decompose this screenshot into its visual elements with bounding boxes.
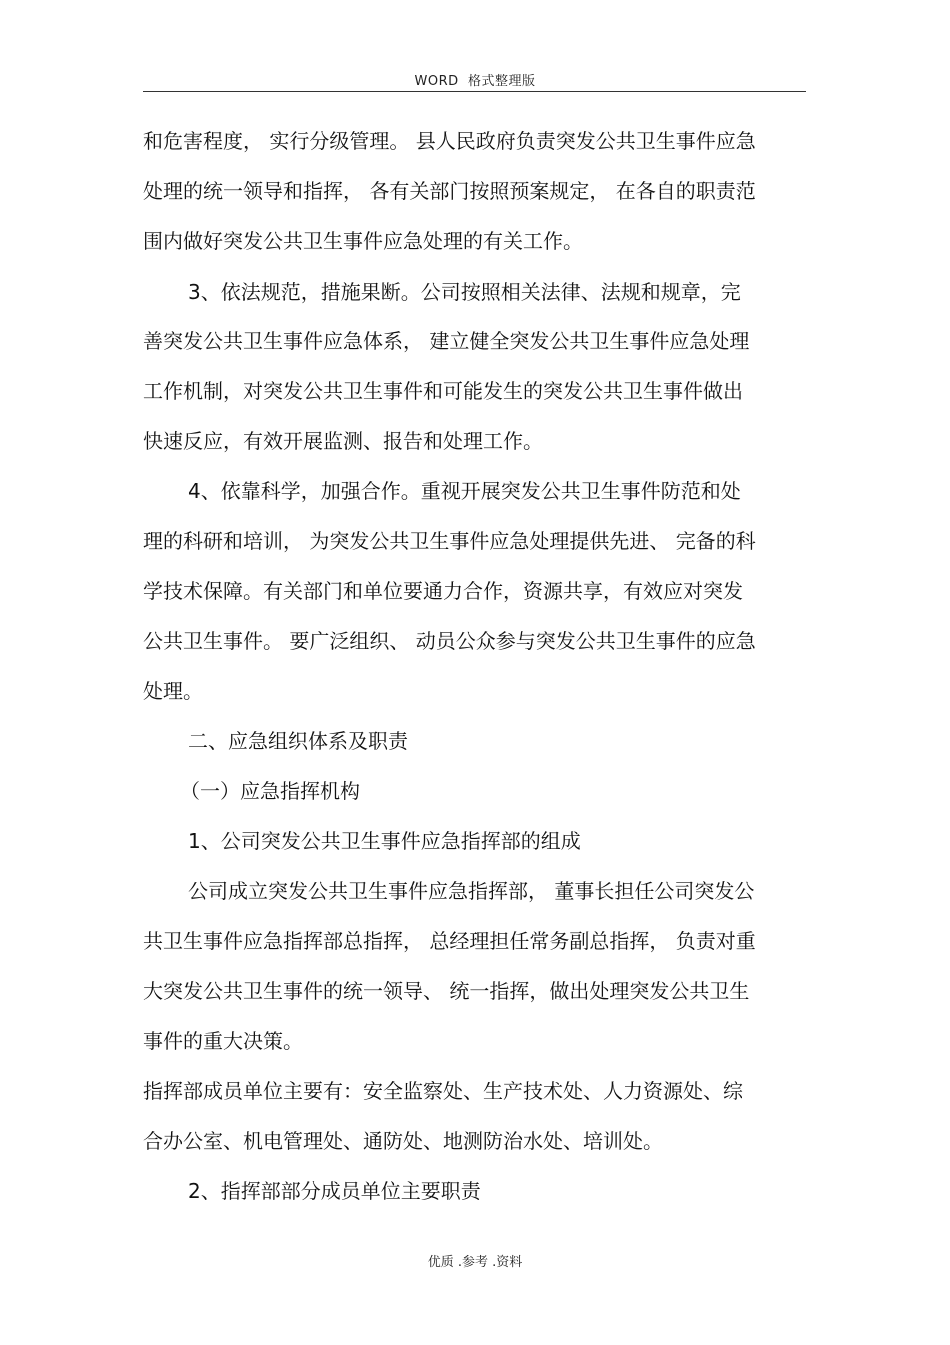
body-line: 学技术保障。有关部门和单位要通力合作，资源共享，有效应对突发 [143, 579, 743, 603]
body-line: 处理。 [143, 679, 203, 703]
body-line: 公司成立突发公共卫生事件应急指挥部， 董事长担任公司突发公 [188, 879, 755, 903]
page-footer: 优质 .参考 .资料 [427, 1255, 523, 1270]
body-line: 围内做好突发公共卫生事件应急处理的有关工作。 [143, 229, 583, 253]
page-header: WORD 格式整理版 [414, 74, 536, 89]
body-line: 处理的统一领导和指挥， 各有关部门按照预案规定， 在各自的职责范 [143, 179, 756, 203]
body-line: 大突发公共卫生事件的统一领导、 统一指挥，做出处理突发公共卫生 [143, 979, 750, 1003]
header-rule [143, 91, 806, 92]
section-heading: 二、应急组织体系及职责 [188, 729, 408, 753]
subsection-heading: （一）应急指挥机构 [180, 779, 360, 803]
body-line: 工作机制，对突发公共卫生事件和可能发生的突发公共卫生事件做出 [143, 379, 743, 403]
item-heading: 2、指挥部部分成员单位主要职责 [188, 1179, 481, 1203]
body-line: 和危害程度， 实行分级管理。 县人民政府负责突发公共卫生事件应急 [143, 129, 756, 153]
body-line: 指挥部成员单位主要有：安全监察处、生产技术处、人力资源处、综 [143, 1079, 743, 1103]
body-line: 事件的重大决策。 [143, 1029, 303, 1053]
body-line: 合办公室、机电管理处、通防处、地测防治水处、培训处。 [143, 1129, 663, 1153]
body-line: 公共卫生事件。 要广泛组织、 动员公众参与突发公共卫生事件的应急 [143, 629, 756, 653]
body-line: 共卫生事件应急指挥部总指挥， 总经理担任常务副总指挥， 负责对重 [143, 929, 756, 953]
body-line: 4、依靠科学，加强合作。重视开展突发公共卫生事件防范和处 [188, 479, 741, 503]
item-heading: 1、公司突发公共卫生事件应急指挥部的组成 [188, 829, 581, 853]
body-line: 理的科研和培训， 为突发公共卫生事件应急处理提供先进、 完备的科 [143, 529, 756, 553]
body-line: 3、依法规范，措施果断。公司按照相关法律、法规和规章，完 [188, 280, 741, 304]
body-line: 善突发公共卫生事件应急体系， 建立健全突发公共卫生事件应急处理 [143, 329, 750, 353]
body-line: 快速反应，有效开展监测、报告和处理工作。 [143, 429, 543, 453]
